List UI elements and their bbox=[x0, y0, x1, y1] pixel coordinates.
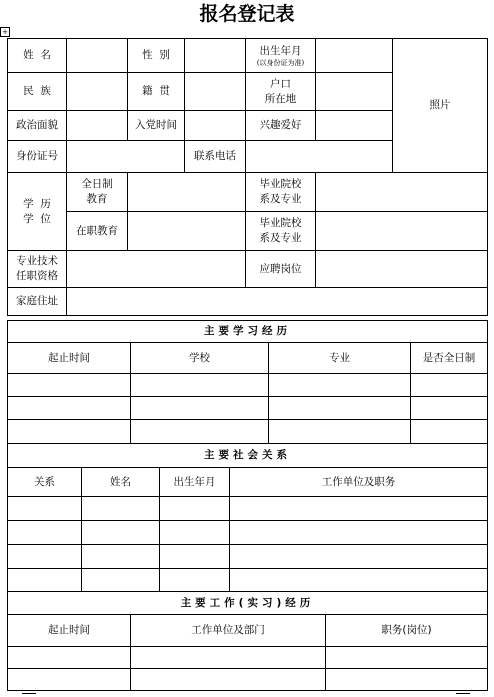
social-cell[interactable] bbox=[82, 497, 160, 521]
table-row bbox=[8, 497, 488, 521]
social-cell[interactable] bbox=[8, 497, 82, 521]
study-cell[interactable] bbox=[269, 397, 411, 420]
id-number-label: 身份证号 bbox=[8, 141, 67, 173]
social-cell[interactable] bbox=[160, 497, 230, 521]
tech-qual-field[interactable] bbox=[67, 251, 246, 288]
fulltime-label-line2: 教育 bbox=[86, 193, 108, 205]
table-row bbox=[8, 397, 488, 420]
form-title: 报名登记表 bbox=[199, 3, 295, 25]
name-field[interactable] bbox=[67, 39, 128, 73]
social-cell[interactable] bbox=[8, 545, 82, 569]
ethnicity-field[interactable] bbox=[67, 73, 128, 111]
fulltime-school-field[interactable] bbox=[316, 173, 488, 212]
ethnicity-label: 民 族 bbox=[8, 73, 67, 111]
study-header-period: 起止时间 bbox=[8, 343, 131, 374]
education-label bbox=[8, 173, 67, 251]
address-field[interactable] bbox=[67, 288, 488, 316]
table-row bbox=[8, 545, 488, 569]
inservice-label: 在职教育 bbox=[67, 212, 128, 251]
page-corner-mark-left bbox=[22, 693, 36, 697]
tech-qual-label bbox=[8, 251, 67, 288]
political-field[interactable] bbox=[67, 111, 128, 141]
party-date-label: 入党时间 bbox=[128, 111, 185, 141]
study-cell[interactable] bbox=[411, 397, 488, 420]
work-cell[interactable] bbox=[326, 647, 488, 669]
study-header-fulltime: 是否全日制 bbox=[411, 343, 488, 374]
table-row bbox=[8, 420, 488, 444]
name-label: 姓 名 bbox=[8, 39, 67, 73]
social-cell[interactable] bbox=[230, 497, 488, 521]
birth-note: (以身份证为准) bbox=[256, 58, 305, 67]
work-cell[interactable] bbox=[131, 669, 326, 691]
apply-post-field[interactable] bbox=[316, 251, 488, 288]
work-cell[interactable] bbox=[8, 647, 131, 669]
social-cell[interactable] bbox=[230, 545, 488, 569]
study-cell[interactable] bbox=[131, 420, 269, 444]
social-cell[interactable] bbox=[82, 569, 160, 592]
address-label: 家庭住址 bbox=[8, 288, 67, 316]
gender-label: 性 别 bbox=[128, 39, 185, 73]
work-cell[interactable] bbox=[131, 647, 326, 669]
phone-field[interactable] bbox=[246, 141, 393, 173]
study-cell[interactable] bbox=[131, 397, 269, 420]
fulltime-label bbox=[67, 173, 128, 212]
inservice-school-line1: 毕业院校 bbox=[259, 217, 302, 229]
work-heading: 主要工作(实习)经历 bbox=[8, 592, 488, 615]
tech-qual-line2: 任职资格 bbox=[16, 270, 58, 282]
native-place-label: 籍 贯 bbox=[128, 73, 185, 111]
social-cell[interactable] bbox=[230, 569, 488, 592]
social-cell[interactable] bbox=[160, 569, 230, 592]
social-cell[interactable] bbox=[82, 521, 160, 545]
birth-label bbox=[246, 39, 316, 73]
table-row bbox=[8, 569, 488, 592]
hukou-field[interactable] bbox=[316, 73, 393, 111]
study-table bbox=[7, 320, 488, 444]
work-table bbox=[7, 591, 488, 691]
study-cell[interactable] bbox=[131, 374, 269, 397]
table-anchor-icon bbox=[0, 27, 10, 37]
social-table bbox=[7, 443, 488, 592]
hukou-label-line1: 户口 bbox=[270, 77, 291, 90]
social-header-birth: 出生年月 bbox=[160, 468, 230, 497]
social-cell[interactable] bbox=[230, 521, 488, 545]
study-cell[interactable] bbox=[411, 374, 488, 397]
study-cell[interactable] bbox=[269, 374, 411, 397]
apply-post-label: 应聘岗位 bbox=[246, 251, 316, 288]
education-label-line1: 学 历 bbox=[23, 197, 51, 210]
political-label: 政治面貌 bbox=[8, 111, 67, 141]
party-date-field[interactable] bbox=[185, 111, 246, 141]
social-cell[interactable] bbox=[82, 545, 160, 569]
social-cell[interactable] bbox=[8, 521, 82, 545]
work-cell[interactable] bbox=[8, 669, 131, 691]
social-cell[interactable] bbox=[160, 545, 230, 569]
education-label-line2: 学 位 bbox=[23, 212, 51, 225]
fulltime-school-line1: 毕业院校 bbox=[259, 178, 302, 190]
hukou-label bbox=[246, 73, 316, 111]
study-cell[interactable] bbox=[8, 374, 131, 397]
page-corner-mark-right bbox=[456, 693, 470, 697]
tech-qual-line1: 专业技术 bbox=[16, 255, 58, 267]
fulltime-label-line1: 全日制 bbox=[81, 178, 113, 190]
fulltime-school-label bbox=[246, 173, 316, 212]
social-header-name: 姓名 bbox=[82, 468, 160, 497]
birth-field[interactable] bbox=[316, 39, 393, 73]
table-row bbox=[8, 521, 488, 545]
study-cell[interactable] bbox=[411, 420, 488, 444]
social-header-relation: 关系 bbox=[8, 468, 82, 497]
hobbies-label: 兴趣爱好 bbox=[246, 111, 316, 141]
inservice-school-field[interactable] bbox=[316, 212, 488, 251]
id-number-field[interactable] bbox=[67, 141, 185, 173]
inservice-school-label bbox=[246, 212, 316, 251]
native-place-field[interactable] bbox=[185, 73, 246, 111]
table-row bbox=[8, 374, 488, 397]
birth-label-text: 出生年月 bbox=[259, 44, 302, 57]
hobbies-field[interactable] bbox=[316, 111, 393, 141]
social-cell[interactable] bbox=[160, 521, 230, 545]
social-heading: 主要社会关系 bbox=[8, 444, 488, 468]
social-cell[interactable] bbox=[8, 569, 82, 592]
hukou-label-line2: 所在地 bbox=[264, 92, 297, 105]
inservice-school-line2: 系及专业 bbox=[259, 232, 302, 244]
social-header-employer: 工作单位及职务 bbox=[230, 468, 488, 497]
fulltime-field[interactable] bbox=[128, 173, 246, 212]
work-cell[interactable] bbox=[326, 669, 488, 691]
gender-field[interactable] bbox=[185, 39, 246, 73]
work-header-employer: 工作单位及部门 bbox=[131, 615, 326, 647]
inservice-field[interactable] bbox=[128, 212, 246, 251]
study-cell[interactable] bbox=[269, 420, 411, 444]
table-row bbox=[8, 647, 488, 669]
work-header-period: 起止时间 bbox=[8, 615, 131, 647]
study-header-major: 专业 bbox=[269, 343, 411, 374]
phone-label: 联系电话 bbox=[185, 141, 246, 173]
basic-info-table bbox=[7, 38, 488, 316]
study-heading: 主要学习经历 bbox=[8, 321, 488, 343]
study-cell[interactable] bbox=[8, 397, 131, 420]
table-row bbox=[8, 669, 488, 691]
study-header-school: 学校 bbox=[131, 343, 269, 374]
work-header-position: 职务(岗位) bbox=[326, 615, 488, 647]
photo-box: 照片 bbox=[393, 39, 488, 173]
study-cell[interactable] bbox=[8, 420, 131, 444]
fulltime-school-line2: 系及专业 bbox=[259, 193, 302, 205]
